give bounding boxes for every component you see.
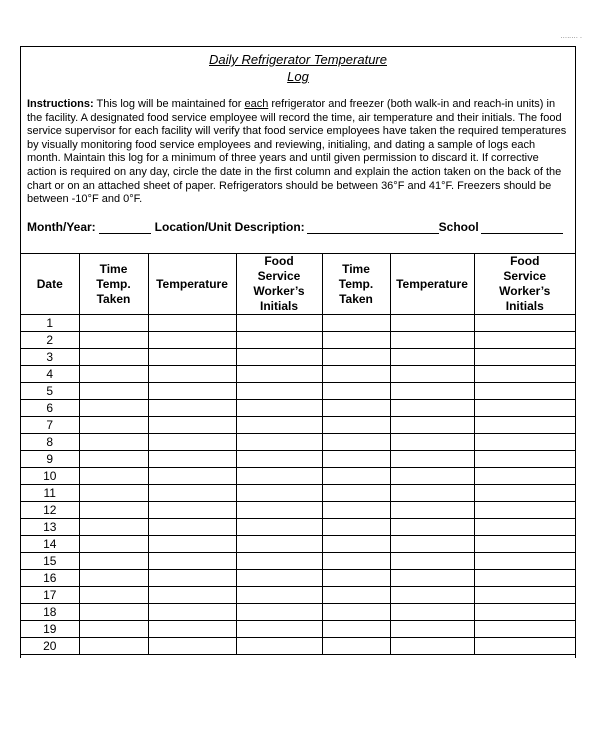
- entry-cell[interactable]: [322, 536, 390, 553]
- table-row: [21, 604, 575, 621]
- entry-cell[interactable]: [390, 349, 474, 366]
- entry-cell[interactable]: [79, 519, 148, 536]
- date-cell: 19: [21, 621, 79, 638]
- entry-cell[interactable]: [79, 570, 148, 587]
- date-cell: 13: [21, 519, 79, 536]
- column-header-line: Temperature: [396, 276, 468, 291]
- entry-cell[interactable]: [236, 451, 322, 468]
- entry-cell[interactable]: [148, 519, 236, 536]
- entry-cell[interactable]: [322, 604, 390, 621]
- instructions-text-2: refrigerator and freezer (both walk-in and reach-in units) in the facility. A designated food service employee will record the time, air temperature and their initials. The food service supervisor for each facility will verify that food service employees have taken the required temperatures by visually monitoring food service employees and reviewing, initialing, and dating a sample of logs each month. Maintain this log for a minimum of three years and until given permission to discard it. If corrective action is required on any day, circle the date in the first column and explain the action taken on the back of the chart or on an attached sheet of paper. Refrigerators should be between 36°F and 41°F. Freezers should be between -10°F and 0°F.: [27, 98, 567, 206]
- column-header-line: Temp.: [96, 276, 131, 291]
- entry-cell[interactable]: [236, 621, 322, 638]
- instructions-paragraph: [27, 98, 567, 207]
- column-header-line: Taken: [96, 291, 131, 306]
- entry-cell[interactable]: [322, 349, 390, 366]
- entry-cell[interactable]: [474, 434, 575, 451]
- entry-cell[interactable]: [474, 536, 575, 553]
- entry-cell[interactable]: [390, 570, 474, 587]
- entry-cell[interactable]: [390, 553, 474, 570]
- school-field[interactable]: [481, 221, 563, 234]
- entry-cell[interactable]: [79, 485, 148, 502]
- date-cell: 4: [21, 366, 79, 383]
- entry-cell[interactable]: [322, 485, 390, 502]
- entry-cell[interactable]: [236, 587, 322, 604]
- entry-cell[interactable]: [390, 536, 474, 553]
- column-header-line: Worker’s: [499, 284, 551, 298]
- entry-cell[interactable]: [148, 315, 236, 332]
- column-header: [236, 254, 322, 315]
- table-row: [21, 451, 575, 468]
- table-row: [21, 366, 575, 383]
- entry-cell[interactable]: [474, 400, 575, 417]
- column-header-line: Initials: [505, 299, 544, 313]
- column-header-line: Temp.: [338, 276, 374, 291]
- entry-cell[interactable]: [79, 417, 148, 434]
- column-header-line: Food: [264, 254, 294, 268]
- entry-cell[interactable]: [236, 485, 322, 502]
- column-header: [474, 254, 575, 315]
- entry-cell[interactable]: [236, 570, 322, 587]
- log-form: [20, 46, 576, 658]
- column-header: [148, 254, 236, 315]
- table-row: [21, 332, 575, 349]
- entry-cell[interactable]: [390, 366, 474, 383]
- table-header-row: [21, 254, 575, 315]
- entry-cell[interactable]: [236, 502, 322, 519]
- entry-cell[interactable]: [236, 366, 322, 383]
- entry-cell[interactable]: [236, 349, 322, 366]
- column-header-line: Taken: [339, 291, 373, 306]
- entry-cell[interactable]: [474, 315, 575, 332]
- entry-cell[interactable]: [236, 417, 322, 434]
- page-title: [21, 51, 575, 85]
- entry-cell[interactable]: [322, 451, 390, 468]
- entry-cell[interactable]: [148, 400, 236, 417]
- date-cell: 1: [21, 315, 79, 332]
- title-line-1: Daily Refrigerator Temperature: [209, 52, 387, 67]
- entry-cell[interactable]: [474, 417, 575, 434]
- date-cell: 11: [21, 485, 79, 502]
- column-header: [390, 254, 474, 315]
- entry-cell[interactable]: [148, 570, 236, 587]
- entry-cell[interactable]: [322, 638, 390, 655]
- entry-cell[interactable]: [236, 468, 322, 485]
- entry-cell[interactable]: [79, 451, 148, 468]
- entry-cell[interactable]: [474, 366, 575, 383]
- entry-cell[interactable]: [322, 332, 390, 349]
- entry-cell[interactable]: [322, 587, 390, 604]
- column-header-line: Worker’s: [253, 284, 305, 298]
- entry-cell[interactable]: [236, 519, 322, 536]
- entry-cell[interactable]: [390, 502, 474, 519]
- entry-cell[interactable]: [322, 417, 390, 434]
- entry-cell[interactable]: [79, 553, 148, 570]
- entry-cell[interactable]: [236, 315, 322, 332]
- date-cell: 12: [21, 502, 79, 519]
- table-row: [21, 315, 575, 332]
- entry-cell[interactable]: [79, 536, 148, 553]
- entry-cell[interactable]: [322, 434, 390, 451]
- entry-cell[interactable]: [322, 366, 390, 383]
- month-year-label: Month/Year:: [27, 220, 96, 234]
- date-cell: 5: [21, 383, 79, 400]
- month-year-field[interactable]: [99, 221, 151, 234]
- entry-cell[interactable]: [236, 400, 322, 417]
- school-label: School: [438, 220, 479, 234]
- entry-cell[interactable]: [79, 468, 148, 485]
- entry-cell[interactable]: [474, 332, 575, 349]
- entry-cell[interactable]: [236, 536, 322, 553]
- entry-cell[interactable]: [236, 332, 322, 349]
- instructions-text-1: This log will be maintained for: [93, 98, 245, 110]
- location-field[interactable]: [307, 221, 439, 234]
- column-header-line: Time: [342, 261, 370, 276]
- entry-cell[interactable]: [322, 502, 390, 519]
- temperature-log-table: [21, 253, 575, 655]
- table-row: [21, 400, 575, 417]
- entry-cell[interactable]: [474, 519, 575, 536]
- entry-cell[interactable]: [148, 536, 236, 553]
- entry-cell[interactable]: [322, 621, 390, 638]
- column-header: [79, 254, 148, 315]
- entry-cell[interactable]: [322, 400, 390, 417]
- entry-cell[interactable]: [322, 519, 390, 536]
- column-header-line: Temperature: [156, 276, 228, 291]
- column-header: [322, 254, 390, 315]
- entry-cell[interactable]: [474, 604, 575, 621]
- entry-cell[interactable]: [236, 553, 322, 570]
- entry-cell[interactable]: [236, 604, 322, 621]
- entry-cell[interactable]: [390, 485, 474, 502]
- entry-cell[interactable]: [79, 400, 148, 417]
- date-cell: 16: [21, 570, 79, 587]
- column-header-line: Service: [503, 269, 547, 283]
- entry-cell[interactable]: [390, 332, 474, 349]
- title-line-2: Log: [287, 69, 309, 84]
- table-row: [21, 485, 575, 502]
- instructions-each: each: [244, 98, 269, 110]
- entry-cell[interactable]: [474, 349, 575, 366]
- corner-mark: …..… .: [560, 33, 582, 40]
- date-cell: 20: [21, 638, 79, 655]
- entry-cell[interactable]: [390, 621, 474, 638]
- date-cell: 2: [21, 332, 79, 349]
- entry-cell[interactable]: [79, 332, 148, 349]
- entry-cell[interactable]: [474, 502, 575, 519]
- entry-cell[interactable]: [79, 587, 148, 604]
- entry-cell[interactable]: [474, 485, 575, 502]
- table-row: [21, 468, 575, 485]
- entry-cell[interactable]: [79, 621, 148, 638]
- table-row: [21, 349, 575, 366]
- entry-cell[interactable]: [148, 587, 236, 604]
- date-cell: 7: [21, 417, 79, 434]
- table-row: [21, 519, 575, 536]
- entry-cell[interactable]: [322, 468, 390, 485]
- entry-cell[interactable]: [322, 383, 390, 400]
- entry-cell[interactable]: [236, 638, 322, 655]
- entry-cell[interactable]: [390, 400, 474, 417]
- entry-cell[interactable]: [474, 468, 575, 485]
- date-cell: 14: [21, 536, 79, 553]
- entry-cell[interactable]: [148, 332, 236, 349]
- entry-cell[interactable]: [390, 451, 474, 468]
- instructions-label: Instructions:: [27, 98, 94, 110]
- date-cell: 15: [21, 553, 79, 570]
- column-header-line: Date: [36, 276, 63, 291]
- table-row: [21, 553, 575, 570]
- entry-cell[interactable]: [390, 587, 474, 604]
- entry-cell[interactable]: [474, 638, 575, 655]
- table-row: [21, 587, 575, 604]
- entry-cell[interactable]: [148, 417, 236, 434]
- date-cell: 6: [21, 400, 79, 417]
- date-cell: 18: [21, 604, 79, 621]
- entry-cell[interactable]: [148, 451, 236, 468]
- table-row: [21, 502, 575, 519]
- table-row: [21, 536, 575, 553]
- entry-cell[interactable]: [474, 553, 575, 570]
- entry-cell[interactable]: [148, 349, 236, 366]
- entry-cell[interactable]: [474, 570, 575, 587]
- column-header-line: Initials: [259, 299, 298, 313]
- entry-cell[interactable]: [148, 604, 236, 621]
- entry-cell[interactable]: [390, 417, 474, 434]
- meta-row: [27, 220, 567, 234]
- column-header-line: Service: [257, 269, 301, 283]
- entry-cell[interactable]: [79, 604, 148, 621]
- entry-cell[interactable]: [390, 468, 474, 485]
- entry-cell[interactable]: [390, 383, 474, 400]
- date-cell: 17: [21, 587, 79, 604]
- table-body: [21, 315, 575, 655]
- entry-cell[interactable]: [148, 468, 236, 485]
- entry-cell[interactable]: [79, 315, 148, 332]
- entry-cell[interactable]: [390, 604, 474, 621]
- entry-cell[interactable]: [148, 383, 236, 400]
- entry-cell[interactable]: [390, 434, 474, 451]
- entry-cell[interactable]: [322, 553, 390, 570]
- table-row: [21, 638, 575, 655]
- column-header-line: Time: [99, 261, 128, 276]
- entry-cell[interactable]: [236, 434, 322, 451]
- column-header-line: Food: [510, 254, 540, 268]
- entry-cell[interactable]: [79, 434, 148, 451]
- entry-cell[interactable]: [79, 638, 148, 655]
- date-cell: 3: [21, 349, 79, 366]
- entry-cell[interactable]: [148, 553, 236, 570]
- table-row: [21, 417, 575, 434]
- table-row: [21, 383, 575, 400]
- table-row: [21, 570, 575, 587]
- entry-cell[interactable]: [390, 519, 474, 536]
- entry-cell[interactable]: [148, 485, 236, 502]
- column-header: [21, 254, 79, 315]
- entry-cell[interactable]: [322, 570, 390, 587]
- date-cell: 10: [21, 468, 79, 485]
- entry-cell[interactable]: [79, 502, 148, 519]
- entry-cell[interactable]: [236, 383, 322, 400]
- date-cell: 9: [21, 451, 79, 468]
- entry-cell[interactable]: [79, 366, 148, 383]
- entry-cell[interactable]: [148, 434, 236, 451]
- entry-cell[interactable]: [148, 502, 236, 519]
- entry-cell[interactable]: [390, 315, 474, 332]
- entry-cell[interactable]: [148, 638, 236, 655]
- entry-cell[interactable]: [474, 587, 575, 604]
- table-row: [21, 434, 575, 451]
- entry-cell[interactable]: [322, 315, 390, 332]
- table-row: [21, 621, 575, 638]
- entry-cell[interactable]: [390, 638, 474, 655]
- entry-cell[interactable]: [148, 366, 236, 383]
- location-label: Location/Unit Description:: [154, 220, 305, 234]
- date-cell: 8: [21, 434, 79, 451]
- entry-cell[interactable]: [148, 621, 236, 638]
- entry-cell[interactable]: [474, 621, 575, 638]
- entry-cell[interactable]: [474, 451, 575, 468]
- entry-cell[interactable]: [79, 349, 148, 366]
- entry-cell[interactable]: [474, 383, 575, 400]
- entry-cell[interactable]: [79, 383, 148, 400]
